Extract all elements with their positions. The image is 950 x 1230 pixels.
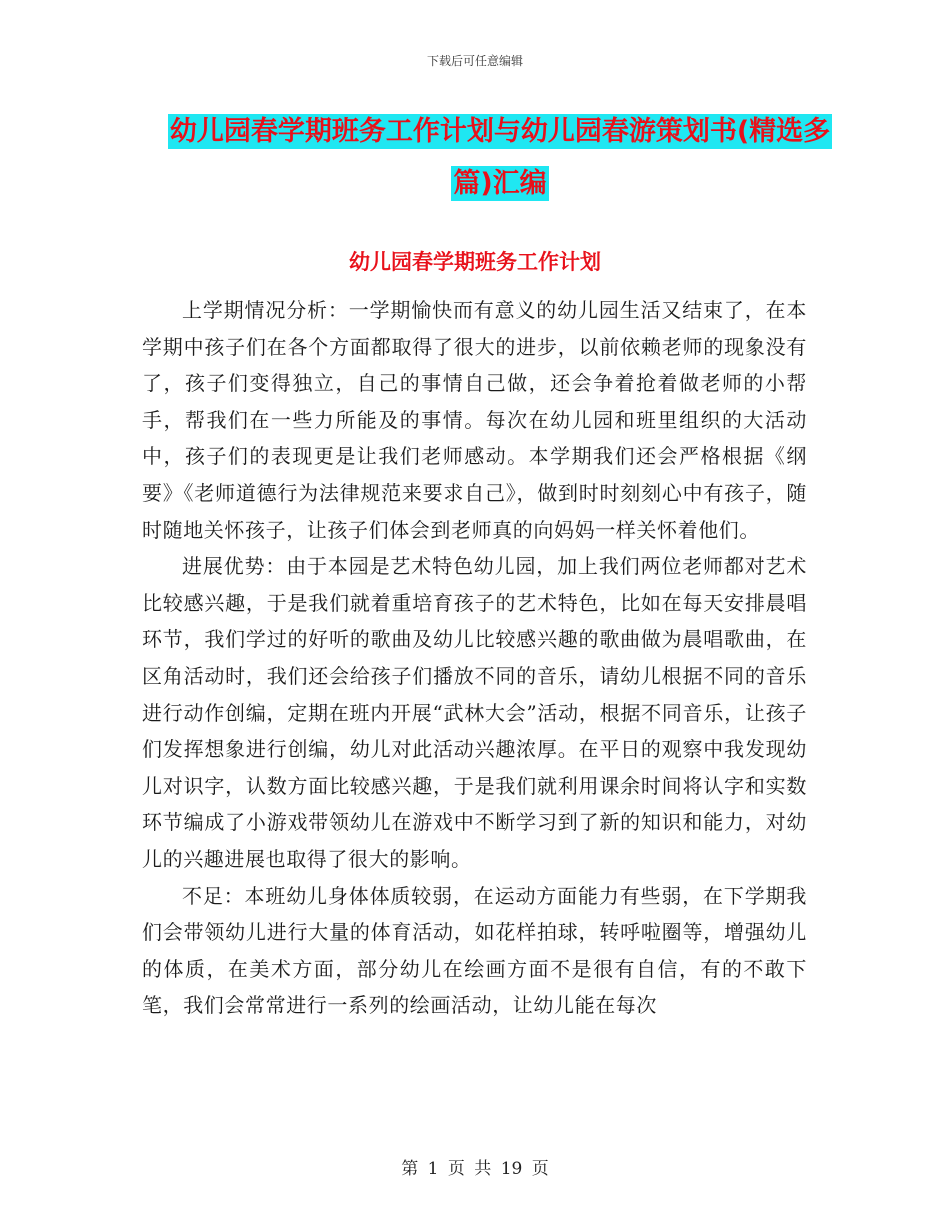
main-title — [150, 106, 850, 210]
paragraph-shortcomings: 不足：本班幼儿身体体质较弱，在运动方面能力有些弱，在下学期我们会带领幼儿进行大量的体育活动，如花样拍球，转呼啦圈等，增强幼儿的体质，在美术方面，部分幼儿在绘画方面不是很有自信，有的不敢下笔，我们会常常进行一系列的绘画活动，让幼儿能在每次 — [142, 883, 807, 1018]
paragraph-advantages: 进展优势：由于本园是艺术特色幼儿园，加上我们两位老师都对艺术比较感兴趣，于是我们就着重培育孩子的艺术特色，比如在每天安排晨唱环节，我们学过的好听的歌曲及幼儿比较感兴趣的歌曲做为晨唱歌曲，在区角活动时，我们还会给孩子们播放不同的音乐，请幼儿根据不同的音乐进行动作创编，定期在班内开展“武林大会”活动，根据不同音乐，让孩子们发挥想象进行创编，幼儿对此活动兴趣浓厚。在平日的观察中我发现幼儿对识字，认数方面比较感兴趣，于是我们就利用课余时间将认字和实数环节编成了小游戏带领幼儿在游戏中不断学习到了新的知识和能力，对幼儿的兴趣进展也取得了很大的影响。 — [142, 554, 807, 871]
header-note: 下载后可任意编辑 — [426, 54, 523, 68]
body-text — [142, 292, 807, 1024]
page-number: 第 1 页 共 19 页 — [401, 1159, 549, 1179]
paragraph-situation-analysis: 上学期情况分析：一学期愉快而有意义的幼儿园生活又结束了，在本学期中孩子们在各个方面都取得了很大的进步，以前依赖老师的现象没有了，孩子们变得独立，自己的事情自己做，还会争着抢着做老师的小帮手，帮我们在一些力所能及的事情。每次在幼儿园和班里组织的大活动中，孩子们的表现更是让我们老师感动。本学期我们还会严格根据《纲要》《老师道德行为法律规范来要求自己》，做到时时刻刻心中有孩子，随时随地关怀孩子，让孩子们体会到老师真的向妈妈一样关怀着他们。 — [142, 298, 807, 542]
section-title: 幼儿园春学期班务工作计划 — [349, 250, 601, 274]
main-title-text: 幼儿园春学期班务工作计划与幼儿园春游策划书(精选多篇)汇编 — [169, 116, 831, 199]
